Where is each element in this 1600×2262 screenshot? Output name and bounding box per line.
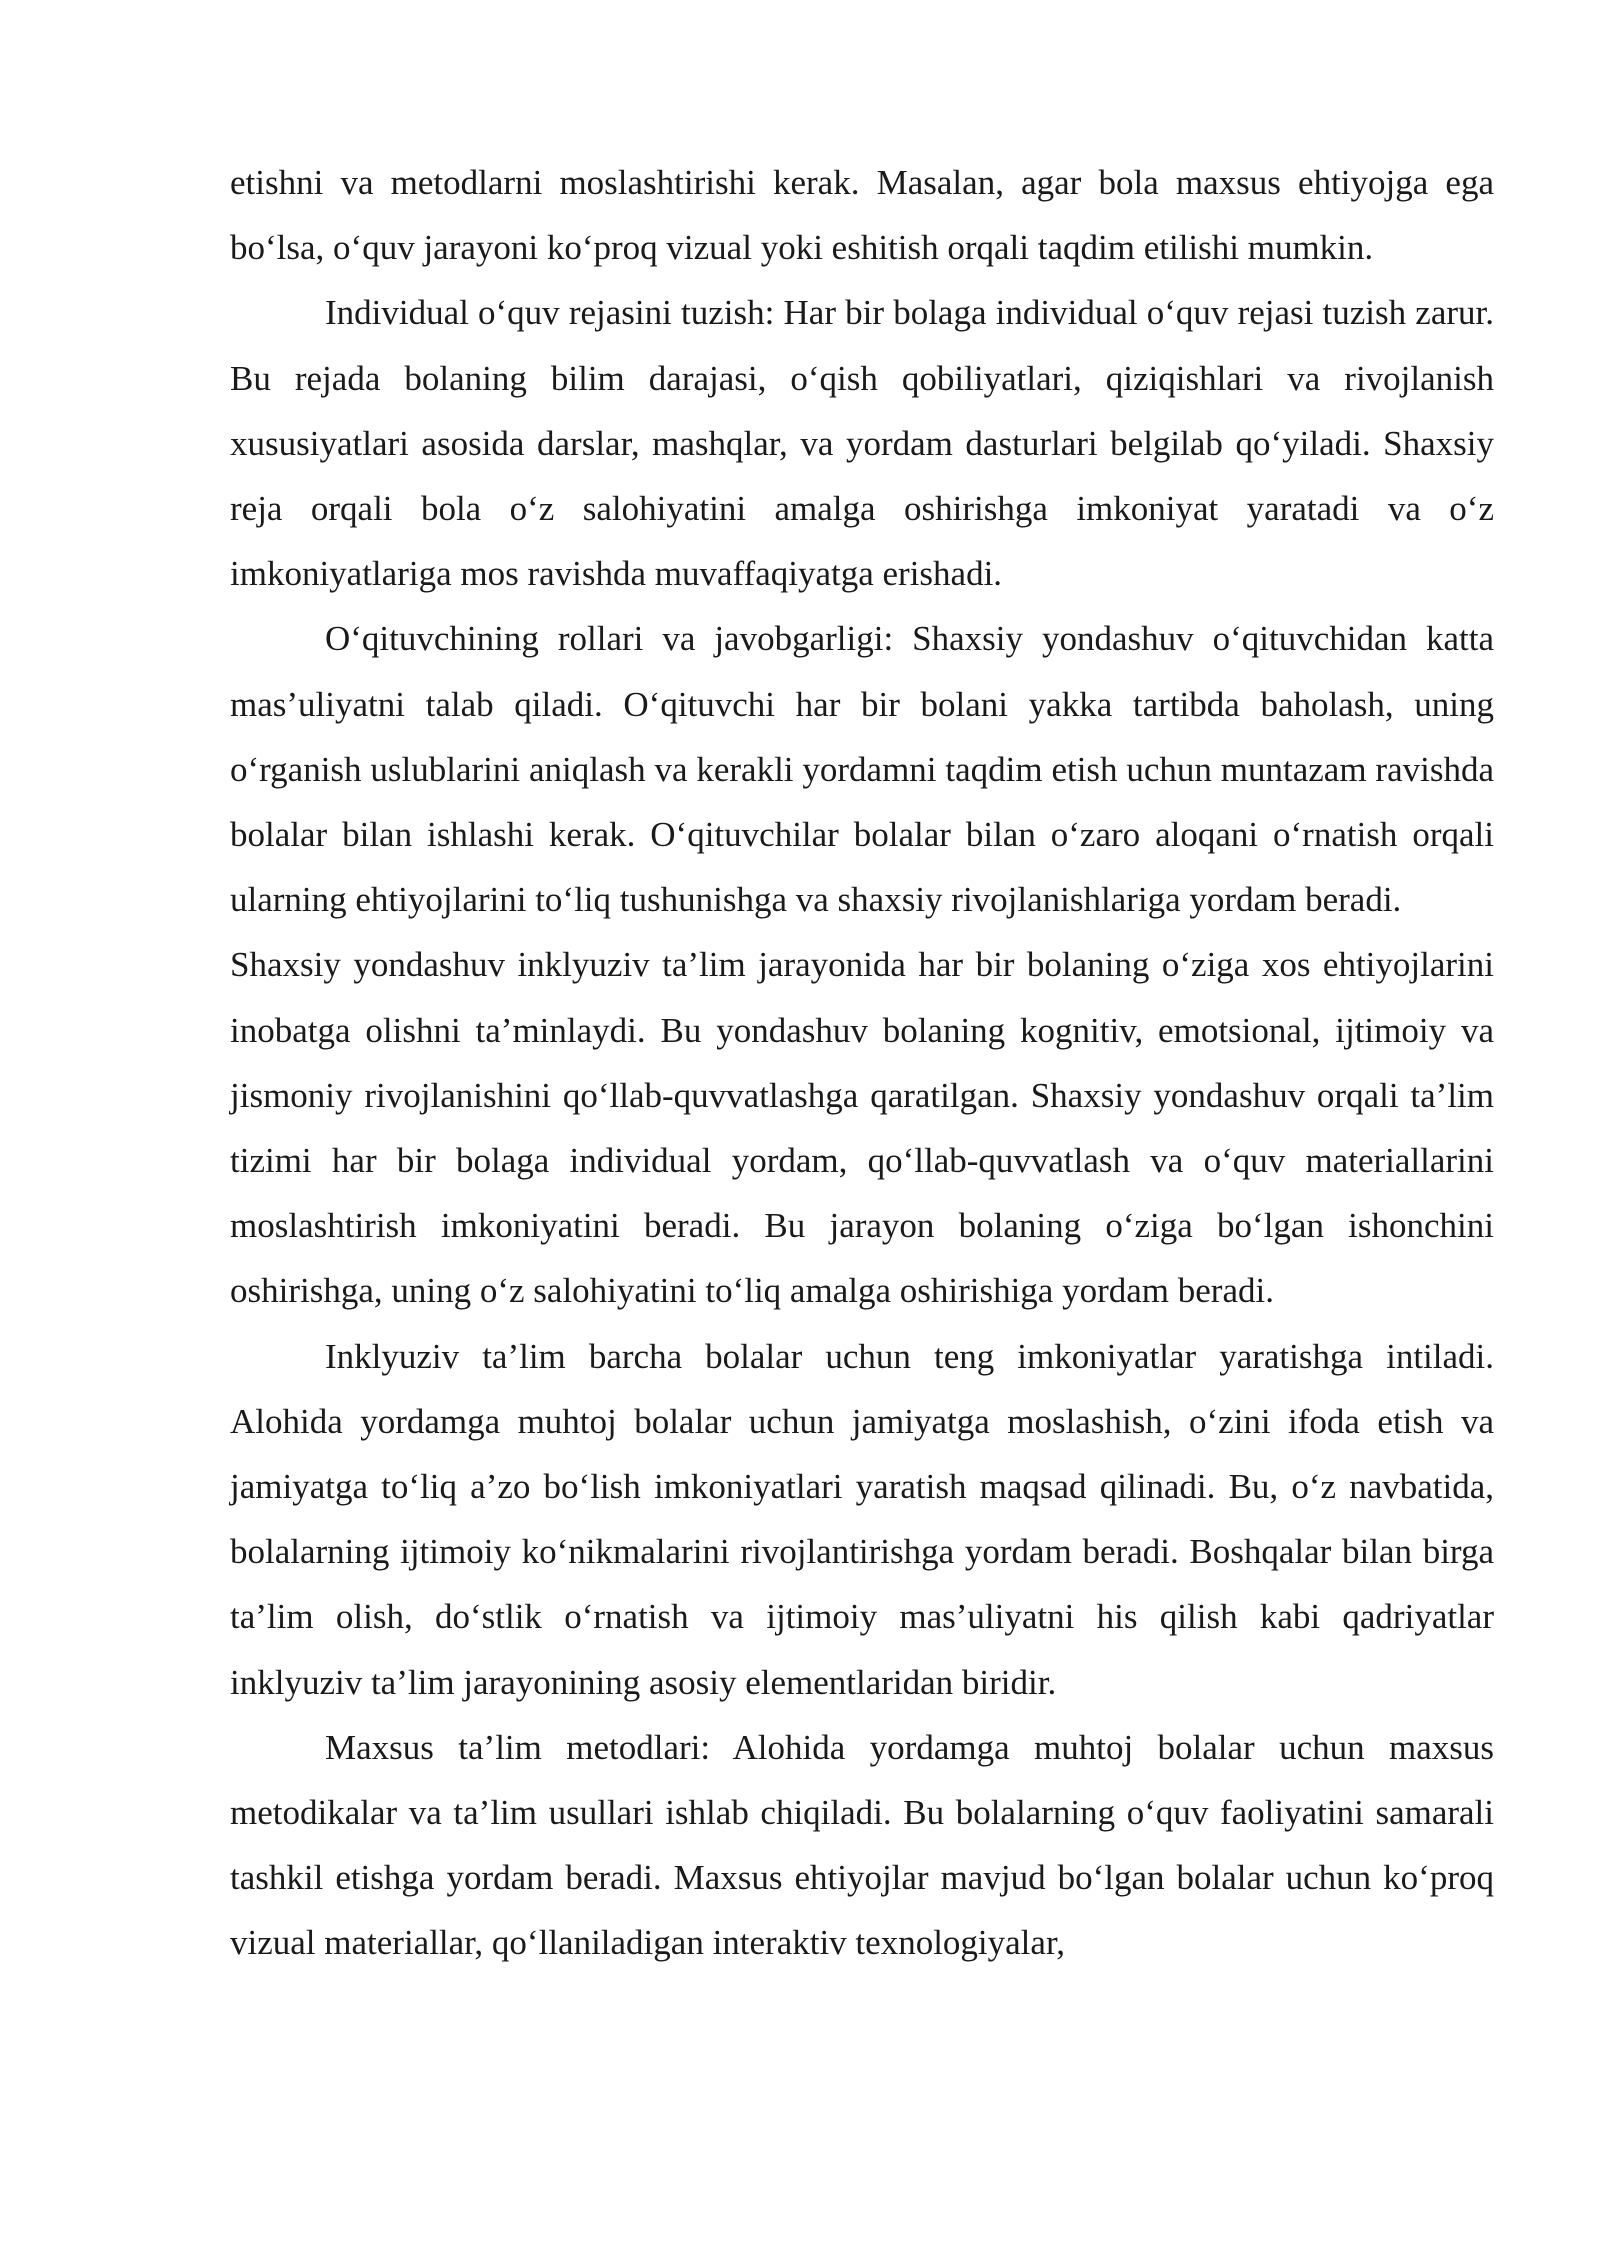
paragraph: Inklyuziv ta’lim barcha bolalar uchun teng imkoniyatlar yaratishga intiladi. Alohida yordamga muhtoj bolalar uchun jamiyatga moslashish, o‘zini ifoda etish va jamiyatga to‘liq a’zo bo‘lish imkoniyatlari yaratish maqsad qilinadi. Bu, o‘z navbatida, bolalarning ijtimoiy ko‘nikmalarini rivojlantirishga yordam beradi. Boshqalar bilan birga ta’lim olish, do‘stlik o‘rnatish va ijtimoiy mas’uliyatni his qilish kabi qadriyatlar inklyuziv ta’lim jarayonining asosiy elementlaridan biridir.: [230, 1336, 1494, 1702]
paragraph: O‘qituvchining rollari va javobgarligi: Shaxsiy yondashuv o‘qituvchidan katta mas’uliyatni talab qiladi. O‘qituvchi har bir bolani yakka tartibda baholash, uning o‘rganish uslublarini aniqlash va kerakli yordamni taqdim etish uchun muntazam ravishda bolalar bilan ishlashi kerak. O‘qituvchilar bolalar bilan o‘zaro aloqani o‘rnatish orqali ularning ehtiyojlarini to‘liq tushunishga va shaxsiy rivojlanishlariga yordam beradi.: [230, 619, 1494, 920]
document-page: [230, 150, 1494, 1976]
paragraph: Individual o‘quv rejasini tuzish: Har bir bolaga individual o‘quv rejasi tuzish zarur. Bu rejada bolaning bilim darajasi, o‘qish qobiliyatlari, qiziqishlari va rivojlanish xususiyatlari asosida darslar, mashqlar, va yordam dasturlari belgilab qo‘yiladi. Shaxsiy reja orqali bola o‘z salohiyatini amalga oshirishga imkoniyat yaratadi va o‘z imkoniyatlariga mos ravishda muvaffaqiyatga erishadi.: [230, 293, 1494, 594]
paragraph: Maxsus ta’lim metodlari: Alohida yordamga muhtoj bolalar uchun maxsus metodikalar va ta’lim usullari ishlab chiqiladi. Bu bolalarning o‘quv faoliyatini samarali tashkil etishga yordam beradi. Maxsus ehtiyojlar mavjud bo‘lgan bolalar uchun ko‘proq vizual materiallar, qo‘llaniladigan interaktiv texnologiyalar,: [230, 1727, 1494, 1963]
paragraph: Shaxsiy yondashuv inklyuziv ta’lim jarayonida har bir bolaning o‘ziga xos ehtiyojlarini inobatga olishni ta’minlaydi. Bu yondashuv bolaning kognitiv, emotsional, ijtimoiy va jismoniy rivojlanishini qo‘llab-quvvatlashga qaratilgan. Shaxsiy yondashuv orqali ta’lim tizimi har bir bolaga individual yordam, qo‘llab-quvvatlash va o‘quv materiallarini moslashtirish imkoniyatini beradi. Bu jarayon bolaning o‘ziga bo‘lgan ishonchini oshirishga, uning o‘z salohiyatini to‘liq amalga oshirishiga yordam beradi.: [230, 945, 1494, 1311]
paragraph: etishni va metodlarni moslashtirishi kerak. Masalan, agar bola maxsus ehtiyojga ega bo‘lsa, o‘quv jarayoni ko‘proq vizual yoki eshitish orqali taqdim etilishi mumkin.: [230, 163, 1494, 268]
